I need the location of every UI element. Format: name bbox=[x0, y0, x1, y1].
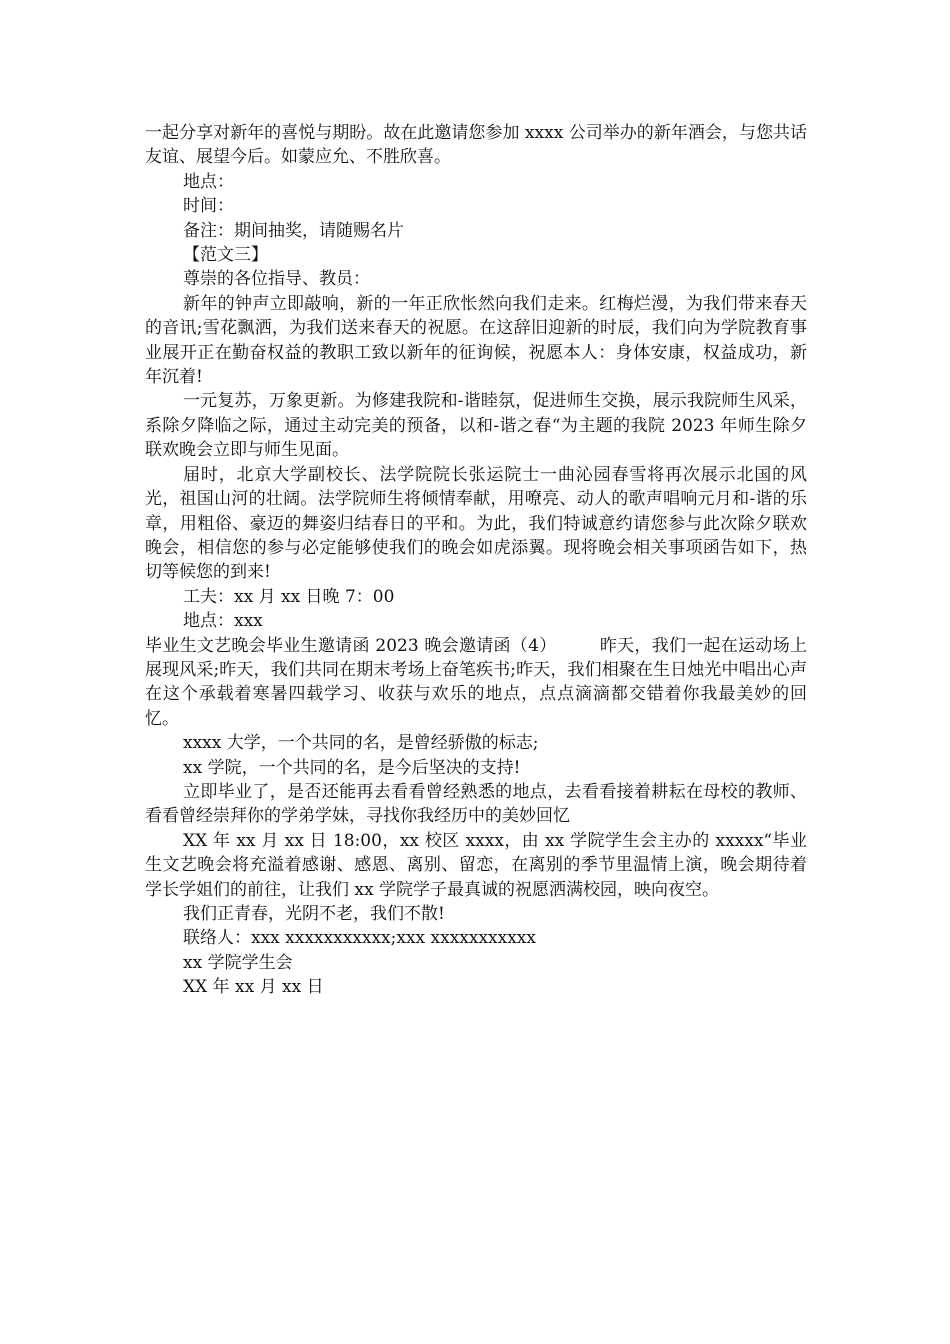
paragraph-time-label: 时间： bbox=[183, 196, 234, 217]
paragraph-college-name: xx 学院，一个共同的名，是今后坚决的支持! bbox=[183, 757, 521, 778]
document-page bbox=[145, 121, 807, 1000]
paragraph-signature: xx 学院学生会 bbox=[183, 952, 293, 973]
paragraph-new-year-greeting: 新年的钟声立即敲响，新的一年正欣怅然向我们走来。红梅烂漫，为我们带来春天的音讯;雪花飘洒，为我们送来春天的祝愿。在这辞旧迎新的时辰，我们向为学院教育事业展开正在勤奋权益的教职工致以新年的征询候，祝愿本人：身体安康，权益成功，新年沉着! bbox=[145, 293, 807, 388]
paragraph-gala-details: 届时，北京大学副校长、法学院院长张运院士一曲沁园春雪将再次展示北国的风光，祖国山河的壮阔。法学院师生将倾情奉献，用嘹亮、动人的歌声唱响元月和-谐的乐章，用粗俗、豪迈的舞姿归结春日的平和。为此，我们特诚意约请您参与此次除夕联欢晚会，相信您的参与必定能够使我们的晚会如虎添翼。现将晚会相关事项函告如下，热切等候您的到来! bbox=[145, 464, 807, 583]
paragraph-gala-time: 工夫：xx 月 xx 日晚 7：00 bbox=[183, 586, 395, 607]
paragraph-university-name: xxxx 大学，一个共同的名，是曾经骄傲的标志; bbox=[183, 733, 539, 754]
paragraph-date: XX 年 xx 月 xx 日 bbox=[183, 977, 324, 998]
paragraph-location-label: 地点： bbox=[183, 171, 234, 192]
paragraph-invitation-closing: 一起分享对新年的喜悦与期盼。故在此邀请您参加 xxxx 公司举办的新年酒会，与您共话友谊、展望今后。如蒙应允、不胜欣喜。 bbox=[145, 123, 807, 168]
paragraph-gala-intro: 一元复苏，万象更新。为修建我院和-谐睦氛，促进师生交换，展示我院师生风采，系除夕降临之际，通过主动完美的预备，以和-谐之春“为主题的我院 2023 年师生除夕联欢晚会立即与师生见面。 bbox=[145, 391, 807, 461]
paragraph-remark: 备注：期间抽奖，请随赐名片 bbox=[183, 220, 404, 241]
section-heading-sample-three: 【范文三】 bbox=[183, 245, 268, 266]
paragraph-graduation-memories: 立即毕业了，是否还能再去看看曾经熟悉的地点，去看看接着耕耘在母校的教师、看看曾经崇拜你的学弟学妹，寻找你我经历中的美妙回忆 bbox=[145, 781, 807, 827]
paragraph-slogan: 我们正青春，光阴不老，我们不散! bbox=[183, 904, 445, 924]
paragraph-event-details: XX 年 xx 月 xx 日 18:00，xx 校区 xxxx，由 xx 学院学生会主办的 xxxxx“毕业生文艺晚会将充溢着感谢、感恩、离别、留恋，在离别的季节里温情上演，晚会期待着学长学姐们的前往，让我们 xx 学院学子最真诚的祝愿洒满校园，映向夜空。 bbox=[145, 830, 807, 900]
paragraph-graduation-invitation: 毕业生文艺晚会毕业生邀请函 2023 晚会邀请函（4） 昨天，我们一起在运动场上展现风采;昨天，我们共同在期末考场上奋笔疾书;昨天，我们相聚在生日烛光中唱出心声在这个承载着寒暑四载学习、收获与欢乐的地点，点点滴滴都交错着你我最美妙的回忆。 bbox=[145, 635, 807, 729]
paragraph-gala-location: 地点：xxx bbox=[183, 611, 263, 632]
paragraph-contact: 联络人：xxx xxxxxxxxxxx;xxx xxxxxxxxxxx bbox=[183, 928, 536, 949]
paragraph-salutation: 尊崇的各位指导、教员： bbox=[183, 269, 370, 290]
